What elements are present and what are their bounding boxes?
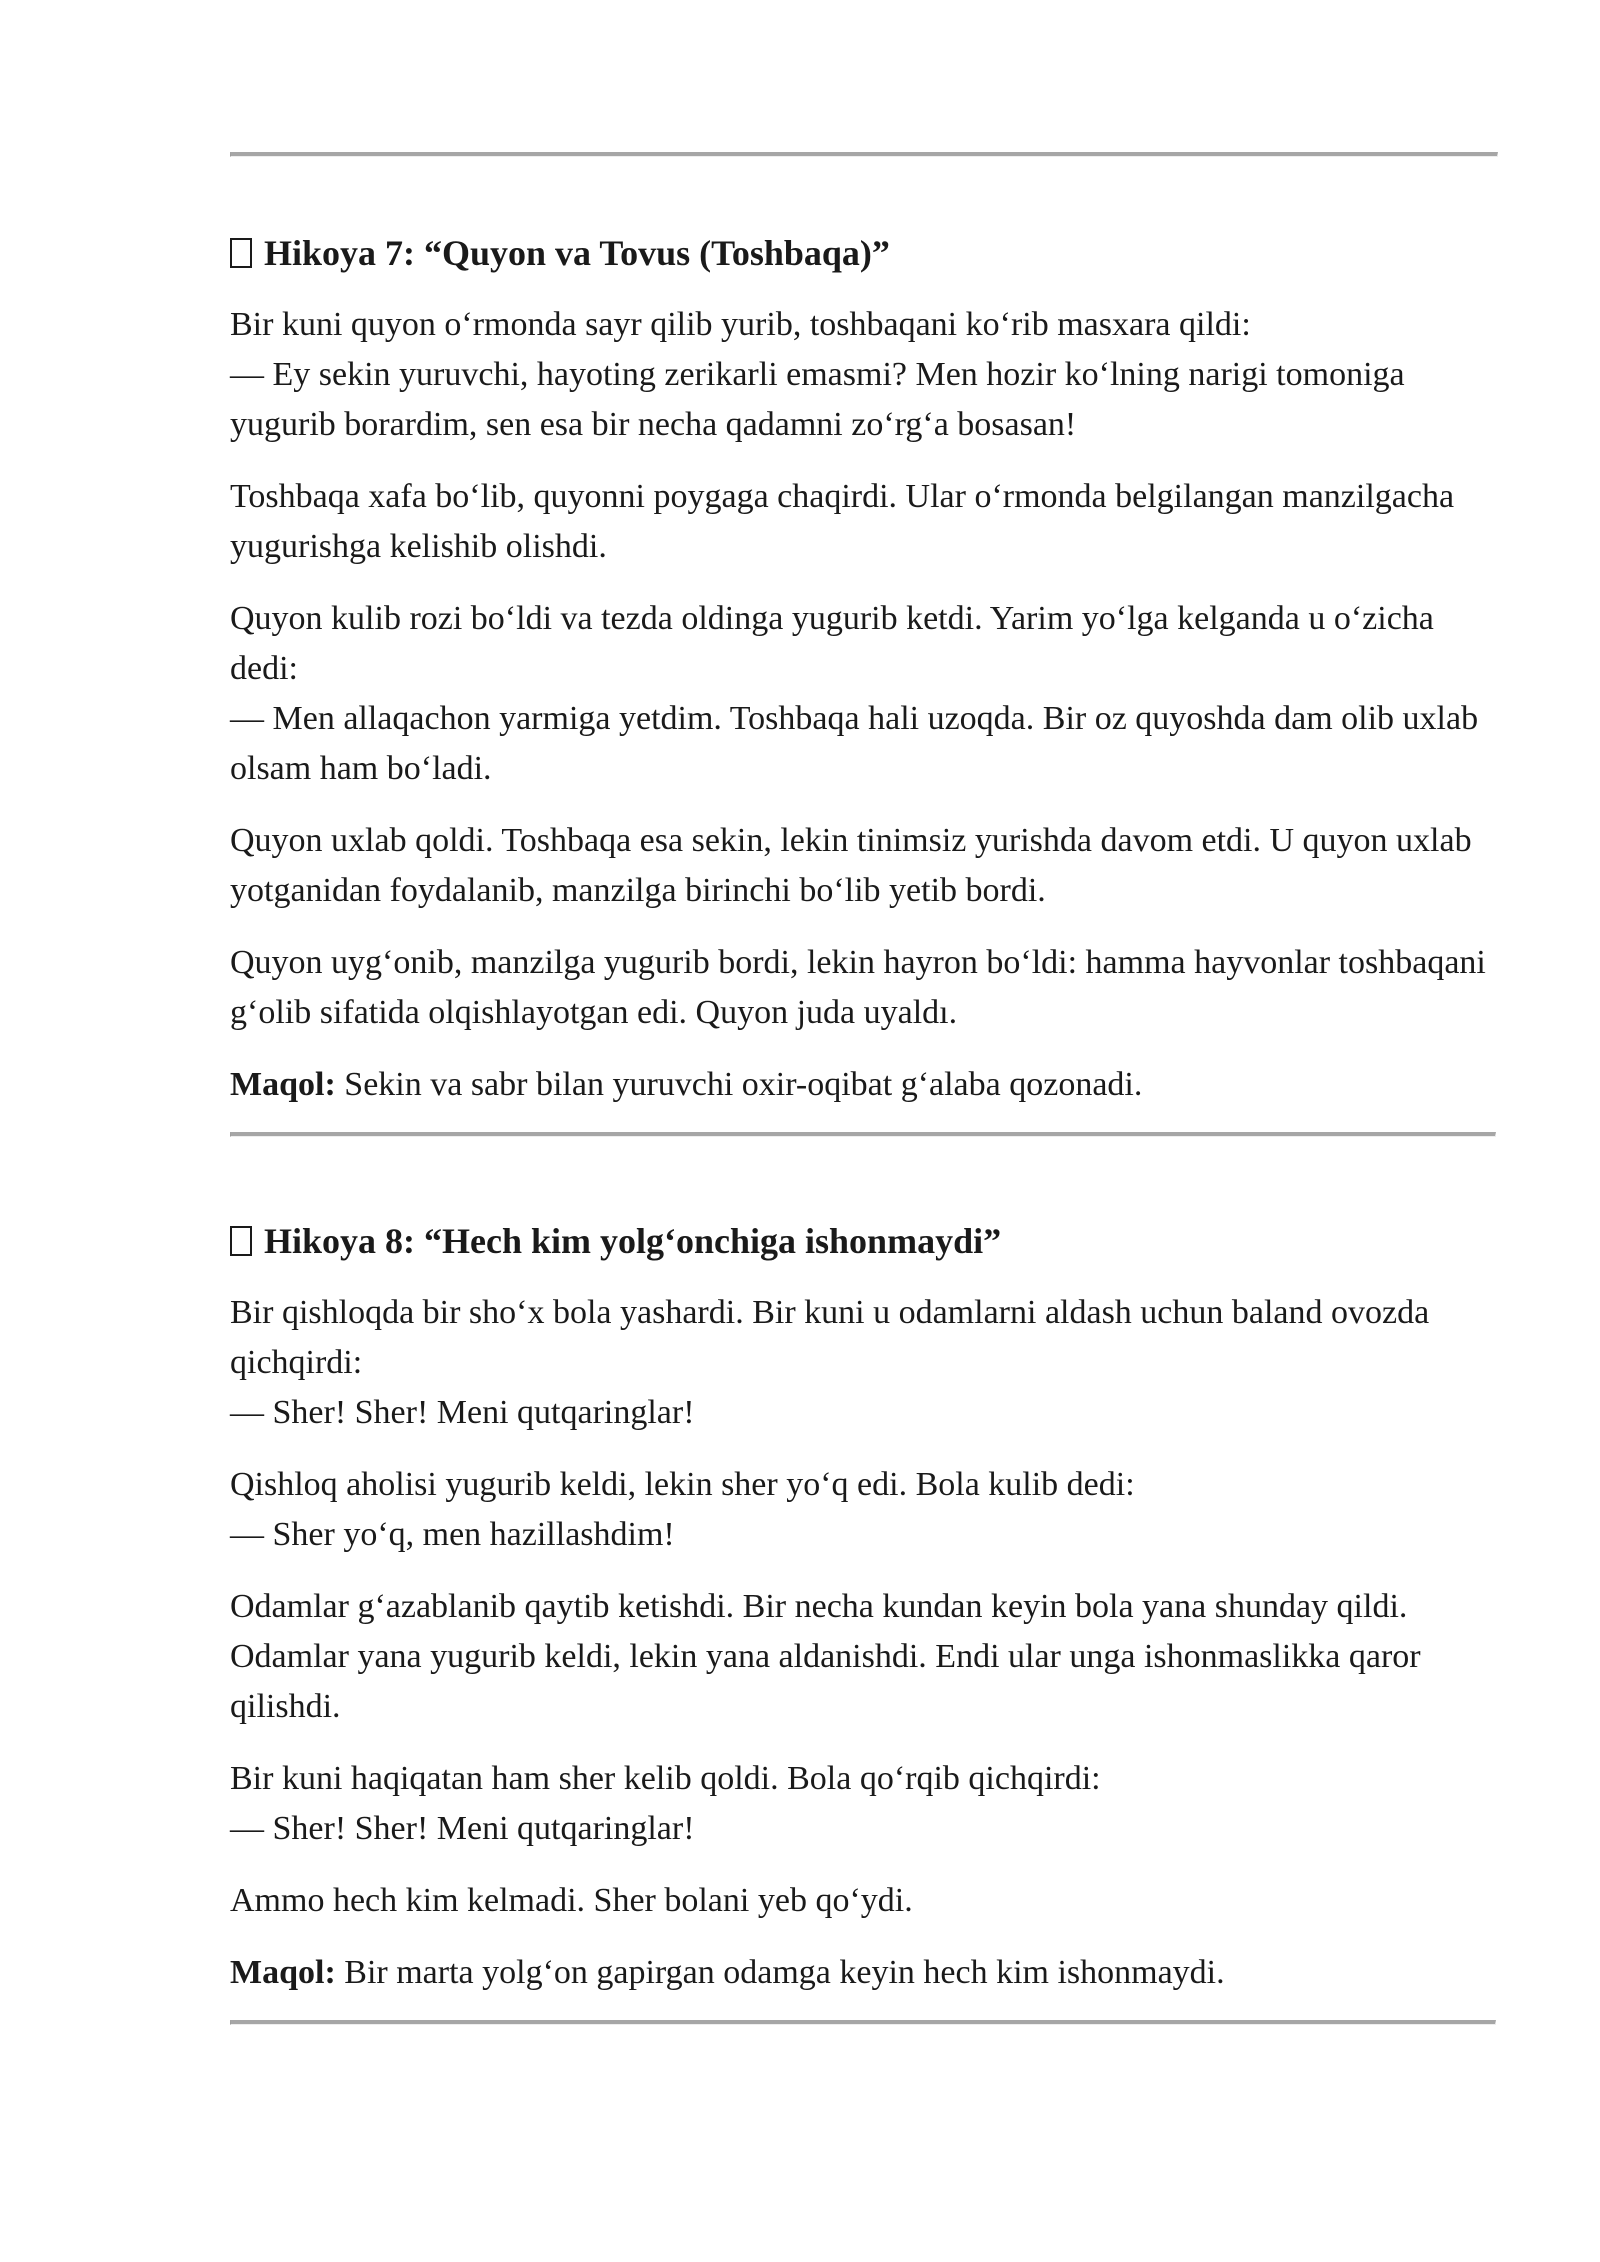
story-moral	[230, 1948, 1496, 1998]
story-title: Hikoya 7: “Quyon va Tovus (Toshbaqa)”	[264, 233, 890, 273]
story-title: Hikoya 8: “Hech kim yolgʻonchiga ishonmaydi”	[264, 1221, 1002, 1261]
story-heading	[230, 228, 1496, 278]
dialogue-line: — Ey sekin yuruvchi, hayoting zerikarli emasmi? Men hozir koʻlning narigi tomoniga yugurib borardim, sen esa bir necha qadamni zoʻrgʻa bosasan!	[230, 356, 1405, 443]
paragraph-line: Quyon kulib rozi boʻldi va tezda oldinga yugurib ketdi. Yarim yoʻlga kelganda u oʻzicha dedi:	[230, 600, 1434, 687]
dialogue-line: — Sher! Sher! Meni qutqaringlar!	[230, 1394, 695, 1431]
paragraph-line: Qishloq aholisi yugurib keldi, lekin sher yoʻq edi. Bola kulib dedi:	[230, 1466, 1135, 1503]
dialogue-line: — Sher yoʻq, men hazillashdim!	[230, 1516, 675, 1553]
dialogue-line: — Sher! Sher! Meni qutqaringlar!	[230, 1810, 695, 1847]
story-paragraph	[230, 1582, 1496, 1732]
paragraph-line: Ammo hech kim kelmadi. Sher bolani yeb qoʻydi.	[230, 1882, 913, 1919]
section-divider	[230, 152, 1498, 157]
paragraph-line: Quyon uxlab qoldi. Toshbaqa esa sekin, lekin tinimsiz yurishda davom etdi. U quyon uxlab yotganidan foydalanib, manzilga birinchi boʻlib yetib bordi.	[230, 822, 1472, 909]
story-section	[230, 1216, 1496, 2025]
story-paragraph	[230, 938, 1496, 1038]
story-paragraph	[230, 300, 1496, 450]
moral-text: Sekin va sabr bilan yuruvchi oxir-oqibat gʻalaba qozonadi.	[335, 1066, 1143, 1103]
paragraph-line: Quyon uygʻonib, manzilga yugurib bordi, lekin hayron boʻldi: hamma hayvonlar toshbaqani gʻolib sifatida olqishlayotgan edi. Quyon juda uyaldı.	[230, 944, 1486, 1031]
section-divider	[230, 1132, 1496, 1137]
story-heading	[230, 1216, 1496, 1266]
story-section	[230, 228, 1496, 1137]
moral-text: Bir marta yolgʻon gapirgan odamga keyin hech kim ishonmaydi.	[335, 1954, 1225, 1991]
story-paragraph	[230, 1460, 1496, 1560]
moral-label: Maqol:	[230, 1066, 336, 1103]
paragraph-line: Toshbaqa xafa boʻlib, quyonni poygaga chaqirdi. Ular oʻrmonda belgilangan manzilgacha yugurishga kelishib olishdi.	[230, 478, 1455, 565]
paragraph-line: Bir kuni quyon oʻrmonda sayr qilib yurib, toshbaqani koʻrib masxara qildi:	[230, 306, 1251, 343]
story-paragraph	[230, 1754, 1496, 1854]
paragraph-line: Bir qishloqda bir shoʻx bola yashardi. Bir kuni u odamlarni aldash uchun baland ovozda qichqirdi:	[230, 1294, 1430, 1381]
paragraph-line: Bir kuni haqiqatan ham sher kelib qoldi. Bola qoʻrqib qichqirdi:	[230, 1760, 1101, 1797]
story-paragraph	[230, 1876, 1496, 1926]
section-divider	[230, 2020, 1496, 2025]
moral-label: Maqol:	[230, 1954, 336, 1991]
story-paragraph	[230, 816, 1496, 916]
paragraph-line: Odamlar gʻazablanib qaytib ketishdi. Bir necha kundan keyin bola yana shunday qildi. Odamlar yana yugurib keldi, lekin yana aldanishdi. Endi ular unga ishonmaslikka qaror qilishdi.	[230, 1588, 1421, 1725]
box-glyph-icon	[230, 1226, 252, 1256]
story-paragraph	[230, 472, 1496, 572]
story-paragraph	[230, 1288, 1496, 1438]
story-moral	[230, 1060, 1496, 1110]
box-glyph-icon	[230, 238, 252, 268]
story-paragraph	[230, 594, 1496, 794]
dialogue-line: — Men allaqachon yarmiga yetdim. Toshbaqa hali uzoqda. Bir oz quyoshda dam olib uxlab olsam ham boʻladi.	[230, 700, 1479, 787]
